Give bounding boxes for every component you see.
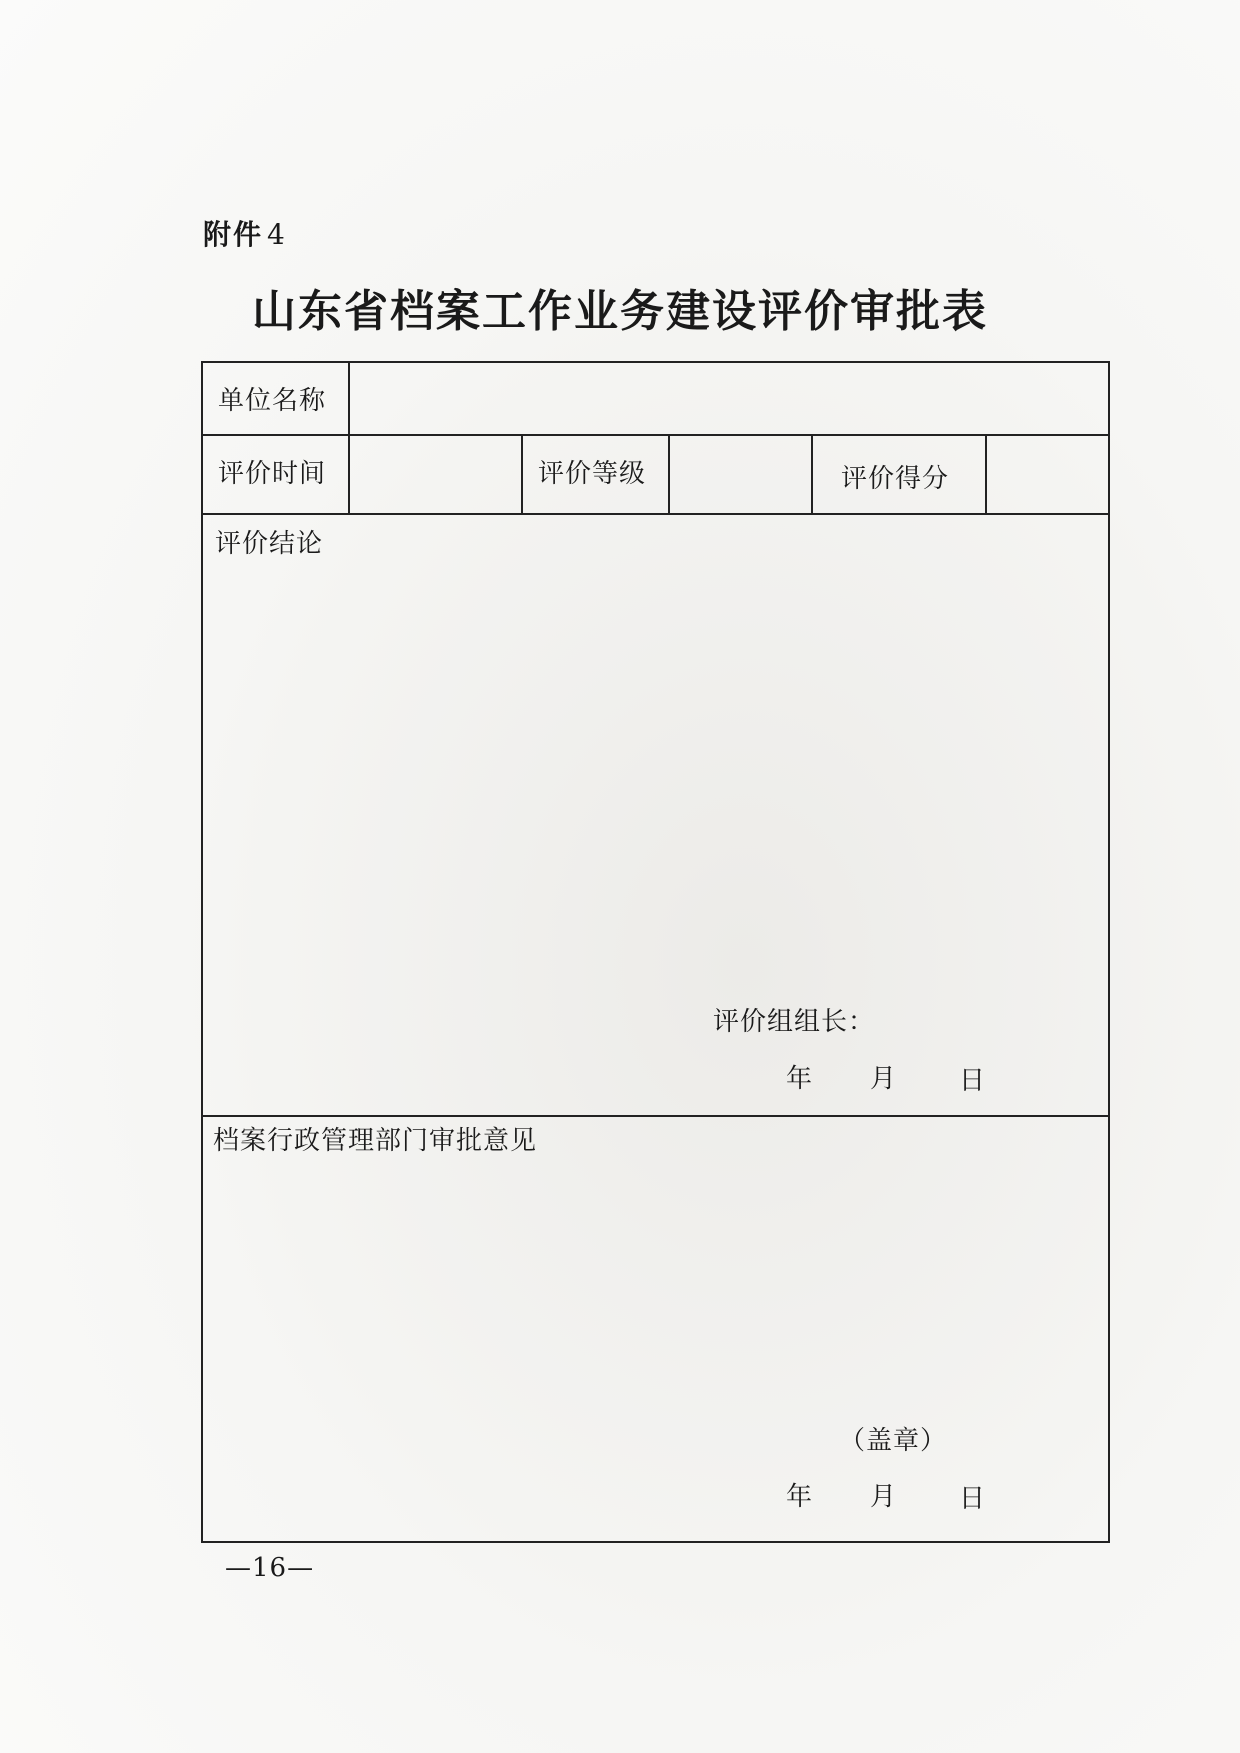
attachment-number: 4 [267,218,287,251]
conclusion-year: 年 [786,1064,814,1094]
approval-form-table [201,361,1110,1543]
document-title: 山东省档案工作业务建设评价审批表 [252,286,988,337]
approval-month: 月 [870,1482,898,1512]
eval-score-label: 评价得分 [841,464,950,494]
eval-grade-label: 评价等级 [538,459,647,489]
attachment-label [203,213,287,253]
conclusion-month: 月 [870,1064,898,1094]
row-divider [203,434,1108,436]
column-divider [985,434,987,513]
conclusion-label: 评价结论 [215,529,324,559]
page-number: —16— [225,1553,315,1583]
column-divider [811,434,813,513]
approval-day: 日 [959,1484,987,1514]
row-divider [203,513,1108,515]
column-divider [668,434,670,513]
attachment-text: 附件 [203,218,264,251]
eval-time-label: 评价时间 [218,459,327,489]
approval-year: 年 [786,1482,814,1512]
unit-name-label: 单位名称 [218,386,327,416]
row-divider [203,1115,1108,1117]
conclusion-day: 日 [959,1066,987,1096]
team-leader-label: 评价组组长： [713,1007,876,1037]
column-divider [521,434,523,513]
column-divider [348,363,350,513]
approval-label: 档案行政管理部门审批意见 [213,1126,538,1156]
seal-label: （盖章） [839,1426,948,1456]
